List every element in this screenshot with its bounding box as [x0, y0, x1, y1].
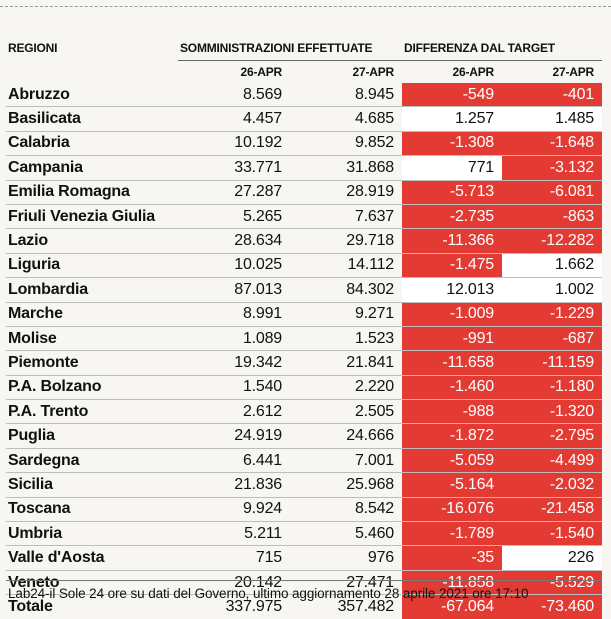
administered-26apr-cell: 19.342	[178, 351, 290, 375]
table-row	[6, 156, 602, 180]
difference-27apr-cell: 1.662	[502, 253, 602, 277]
table-row	[6, 448, 602, 472]
difference-27apr-cell: 1.485	[502, 107, 602, 131]
difference-27apr-cell: -2.032	[502, 473, 602, 497]
header-row	[6, 36, 602, 61]
table-row	[6, 473, 602, 497]
difference-26apr-cell: -1.475	[402, 253, 502, 277]
difference-26apr-cell: -35	[402, 546, 502, 570]
administered-26apr-cell: 8.991	[178, 302, 290, 326]
difference-26apr-cell: -5.164	[402, 473, 502, 497]
administered-26apr-cell: 9.924	[178, 497, 290, 521]
region-name-cell: Friuli Venezia Giulia	[6, 204, 178, 228]
difference-27apr-cell: -3.132	[502, 156, 602, 180]
difference-27apr-cell: 226	[502, 546, 602, 570]
difference-27apr-cell: -11.159	[502, 351, 602, 375]
administered-27apr-cell: 29.718	[290, 229, 402, 253]
region-name-cell: Piemonte	[6, 351, 178, 375]
difference-26apr-cell: -988	[402, 400, 502, 424]
region-name-cell: P.A. Bolzano	[6, 375, 178, 399]
region-name-cell: Liguria	[6, 253, 178, 277]
difference-26apr-cell: -11.858	[402, 570, 502, 594]
region-name-cell: Calabria	[6, 131, 178, 155]
administered-26apr-cell: 5.265	[178, 204, 290, 228]
administered-26apr-cell: 6.441	[178, 448, 290, 472]
table-row	[6, 278, 602, 302]
difference-26apr-cell: -1.460	[402, 375, 502, 399]
difference-27apr-cell: -73.460	[502, 595, 602, 619]
difference-26apr-cell: -549	[402, 83, 502, 107]
administered-26apr-cell: 27.287	[178, 180, 290, 204]
administered-27apr-cell: 7.001	[290, 448, 402, 472]
table-row	[6, 326, 602, 350]
administered-26apr-cell: 21.836	[178, 473, 290, 497]
table-row	[6, 302, 602, 326]
difference-26apr-cell: -16.076	[402, 497, 502, 521]
administered-27apr-cell: 8.542	[290, 497, 402, 521]
administered-26apr-cell: 4.457	[178, 107, 290, 131]
difference-26apr-cell: -991	[402, 326, 502, 350]
difference-26apr-cell: 12.013	[402, 278, 502, 302]
difference-27apr-cell: -1.540	[502, 522, 602, 546]
table-row	[6, 497, 602, 521]
region-name-cell: Veneto	[6, 570, 178, 594]
difference-27apr-cell: 1.002	[502, 278, 602, 302]
administered-27apr-cell: 24.666	[290, 424, 402, 448]
difference-26apr-cell: -11.366	[402, 229, 502, 253]
administered-27apr-cell: 31.868	[290, 156, 402, 180]
difference-27apr-cell: -5.529	[502, 570, 602, 594]
vaccination-table	[6, 36, 602, 619]
administered-27apr-cell: 28.919	[290, 180, 402, 204]
top-divider	[0, 6, 611, 7]
administered-26apr-cell: 87.013	[178, 278, 290, 302]
region-name-cell: Abruzzo	[6, 83, 178, 107]
region-name-cell: Campania	[6, 156, 178, 180]
subheader-difference-26apr: 26-APR	[402, 61, 502, 84]
header-administered: SOMMINISTRAZIONI EFFETTUATE	[180, 41, 373, 55]
administered-26apr-cell: 1.540	[178, 375, 290, 399]
difference-27apr-cell: -21.458	[502, 497, 602, 521]
region-name-cell: Lazio	[6, 229, 178, 253]
difference-27apr-cell: -687	[502, 326, 602, 350]
difference-26apr-cell: -1.009	[402, 302, 502, 326]
region-name-cell: Sicilia	[6, 473, 178, 497]
difference-26apr-cell: -11.658	[402, 351, 502, 375]
administered-26apr-cell: 24.919	[178, 424, 290, 448]
table-row	[6, 180, 602, 204]
administered-26apr-cell: 1.089	[178, 326, 290, 350]
table-body	[6, 83, 602, 619]
difference-26apr-cell: -5.059	[402, 448, 502, 472]
difference-27apr-cell: -863	[502, 204, 602, 228]
table-row	[6, 229, 602, 253]
difference-27apr-cell: -401	[502, 83, 602, 107]
difference-26apr-cell: -2.735	[402, 204, 502, 228]
administered-27apr-cell: 1.523	[290, 326, 402, 350]
subheader-row	[6, 61, 602, 84]
region-name-cell: Totale	[8, 597, 53, 615]
region-name-cell: Sardegna	[6, 448, 178, 472]
difference-27apr-cell: -1.229	[502, 302, 602, 326]
table-row	[6, 351, 602, 375]
table-row	[6, 375, 602, 399]
difference-26apr-cell: 771	[402, 156, 502, 180]
region-name-cell: Marche	[6, 302, 178, 326]
difference-27apr-cell: -1.648	[502, 131, 602, 155]
administered-27apr-cell: 21.841	[290, 351, 402, 375]
region-name-cell: Molise	[6, 326, 178, 350]
subheader-administered-27apr: 27-APR	[290, 61, 402, 84]
administered-27apr-cell: 84.302	[290, 278, 402, 302]
difference-27apr-cell: -1.320	[502, 400, 602, 424]
header-difference: DIFFERENZA DAL TARGET	[404, 41, 555, 55]
administered-26apr-cell: 8.569	[178, 83, 290, 107]
region-name-cell: P.A. Trento	[6, 400, 178, 424]
difference-27apr-cell: -2.795	[502, 424, 602, 448]
table-row	[6, 204, 602, 228]
administered-27apr-cell: 9.852	[290, 131, 402, 155]
difference-27apr-cell: -4.499	[502, 448, 602, 472]
source-note: Lab24-il Sole 24 ore su dati del Governo, ultimo aggiornamento 28 aprile 2021 ore 17:10	[8, 586, 529, 601]
administered-27apr-cell: 4.685	[290, 107, 402, 131]
region-name-cell: Lombardia	[6, 278, 178, 302]
administered-26apr-cell: 28.634	[178, 229, 290, 253]
difference-26apr-cell: -1.872	[402, 424, 502, 448]
table-row	[6, 400, 602, 424]
difference-26apr-cell: 1.257	[402, 107, 502, 131]
table-row	[6, 107, 602, 131]
region-name-cell: Emilia Romagna	[6, 180, 178, 204]
difference-26apr-cell: -1.789	[402, 522, 502, 546]
administered-26apr-cell: 20.142	[178, 570, 290, 594]
administered-27apr-cell: 2.505	[290, 400, 402, 424]
region-name-cell: Puglia	[6, 424, 178, 448]
table-row	[6, 424, 602, 448]
subheader-administered-26apr: 26-APR	[178, 61, 290, 84]
difference-27apr-cell: -1.180	[502, 375, 602, 399]
difference-27apr-cell: -6.081	[502, 180, 602, 204]
administered-27apr-cell: 9.271	[290, 302, 402, 326]
header-regions: REGIONI	[8, 41, 58, 56]
region-name-cell: Toscana	[6, 497, 178, 521]
administered-26apr-cell: 2.612	[178, 400, 290, 424]
administered-26apr-cell: 337.975	[225, 597, 282, 615]
table-row	[6, 522, 602, 546]
footer-divider	[6, 580, 602, 581]
administered-26apr-cell: 10.192	[178, 131, 290, 155]
difference-26apr-cell: -5.713	[402, 180, 502, 204]
table-row	[6, 83, 602, 107]
table-row	[6, 253, 602, 277]
administered-26apr-cell: 715	[178, 546, 290, 570]
administered-27apr-cell: 976	[290, 546, 402, 570]
administered-26apr-cell: 5.211	[178, 522, 290, 546]
region-name-cell: Basilicata	[6, 107, 178, 131]
administered-26apr-cell: 33.771	[178, 156, 290, 180]
administered-27apr-cell: 27.471	[290, 570, 402, 594]
subheader-difference-27apr: 27-APR	[502, 61, 602, 84]
administered-27apr-cell: 357.482	[337, 597, 394, 615]
administered-27apr-cell: 2.220	[290, 375, 402, 399]
region-name-cell: Umbria	[6, 522, 178, 546]
table-row	[6, 546, 602, 570]
difference-26apr-cell: -1.308	[402, 131, 502, 155]
administered-27apr-cell: 7.637	[290, 204, 402, 228]
administered-27apr-cell: 5.460	[290, 522, 402, 546]
administered-26apr-cell: 10.025	[178, 253, 290, 277]
region-name-cell: Valle d'Aosta	[6, 546, 178, 570]
administered-27apr-cell: 14.112	[290, 253, 402, 277]
administered-27apr-cell: 8.945	[290, 83, 402, 107]
difference-26apr-cell: -67.064	[402, 595, 502, 619]
difference-27apr-cell: -12.282	[502, 229, 602, 253]
table-row	[6, 131, 602, 155]
administered-27apr-cell: 25.968	[290, 473, 402, 497]
